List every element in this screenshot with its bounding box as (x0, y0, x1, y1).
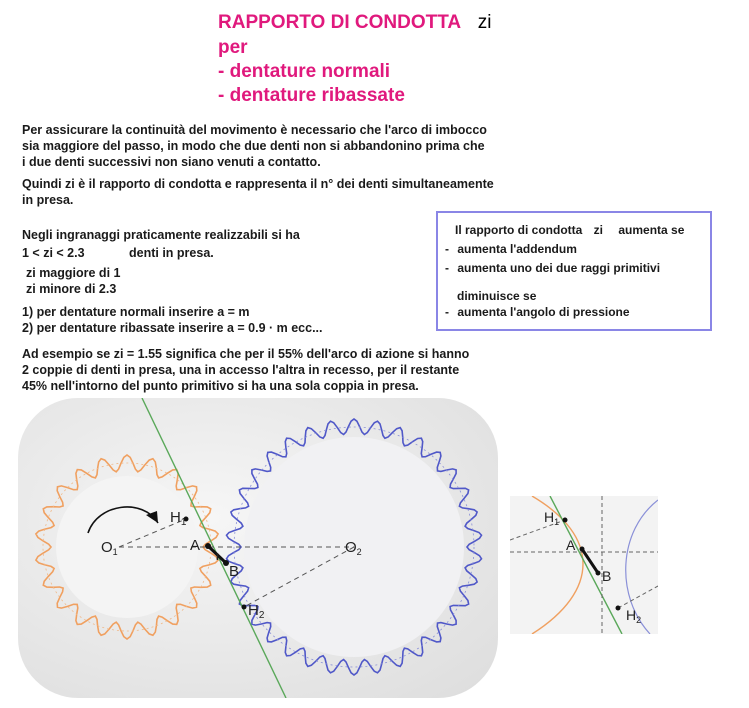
definition-line: in presa. (22, 193, 74, 207)
label-b: B (229, 563, 240, 580)
inset-point-b (596, 571, 601, 576)
inset-label-h2: $H_2$ (626, 607, 642, 625)
rule-normal: 1) per dentature normali inserire a = m (22, 305, 250, 319)
label-h1: $H_1$ (170, 509, 187, 528)
intro-line: Per assicurare la continuità del movimento è necessario che l'arco di imbocco (22, 123, 487, 137)
note-item-radius: - aumenta uno dei due raggi primitivi (445, 261, 661, 275)
inset-point-h1 (563, 518, 568, 523)
label-h2: $H_2$ (248, 602, 265, 621)
note-item-pressure-angle: - aumenta l'angolo di pressione (445, 305, 630, 319)
point-h2 (242, 605, 247, 610)
note-heading: Il rapporto di condotta zi aumenta se (455, 223, 685, 237)
note-item-addendum: - aumenta l'addendum (445, 242, 577, 256)
point-a (205, 543, 211, 549)
title-symbol: zi (477, 12, 492, 33)
title-line2: per (218, 37, 248, 58)
intro-paragraph (22, 122, 487, 170)
practical-less: zi minore di 2.3 (26, 282, 117, 296)
intro-line: i due denti successivi non siano venuti a contatto. (22, 155, 321, 169)
example-paragraph (22, 346, 469, 394)
title-line3: - dentature normali (218, 61, 391, 82)
example-line: Ad esempio se zi = 1.55 significa che per il 55% dell'arco di azione si hanno (22, 347, 470, 361)
inset-label-b: B (602, 568, 612, 584)
example-line: 45% nell'intorno del punto primitivo si ha una sola coppia in presa. (22, 379, 419, 393)
label-o2: $O_2$ (345, 539, 362, 557)
inset-label-a: A (566, 537, 576, 553)
inset-point-a (580, 547, 585, 552)
page-title (218, 12, 491, 34)
label-a: A (190, 537, 201, 554)
example-line: 2 coppie di denti in presa, una in accesso l'altra in recesso, per il restante (22, 363, 460, 377)
detail-inset (510, 496, 658, 634)
label-o1: $O_1$ (101, 539, 118, 557)
practical-greater: zi maggiore di 1 (26, 266, 121, 280)
inset-label-h1: $H_1$ (544, 509, 560, 527)
intro-line: sia maggiore del passo, in modo che due denti non si abbandonino prima che (22, 139, 485, 153)
title-line4: - dentature ribassate (218, 85, 405, 106)
note-box (436, 211, 712, 331)
practical-range-note: denti in presa. (129, 246, 214, 260)
rule-reduced: 2) per dentature ribassate inserire a = 0.9 · m ecc... (22, 321, 323, 335)
definition-paragraph (22, 176, 494, 208)
inset-point-h2 (616, 606, 621, 611)
gear-diagram (18, 398, 498, 698)
practical-line1: Negli ingranaggi praticamente realizzabili si ha (22, 228, 300, 242)
title-line1: RAPPORTO DI CONDOTTA (218, 12, 461, 33)
label-i: I (216, 552, 219, 563)
practical-range: 1 < zi < 2.3 (22, 246, 85, 260)
definition-line: Quindi zi è il rapporto di condotta e rappresenta il n° dei denti simultaneamente (22, 177, 494, 191)
note-decrease-heading: diminuisce se (457, 289, 537, 303)
